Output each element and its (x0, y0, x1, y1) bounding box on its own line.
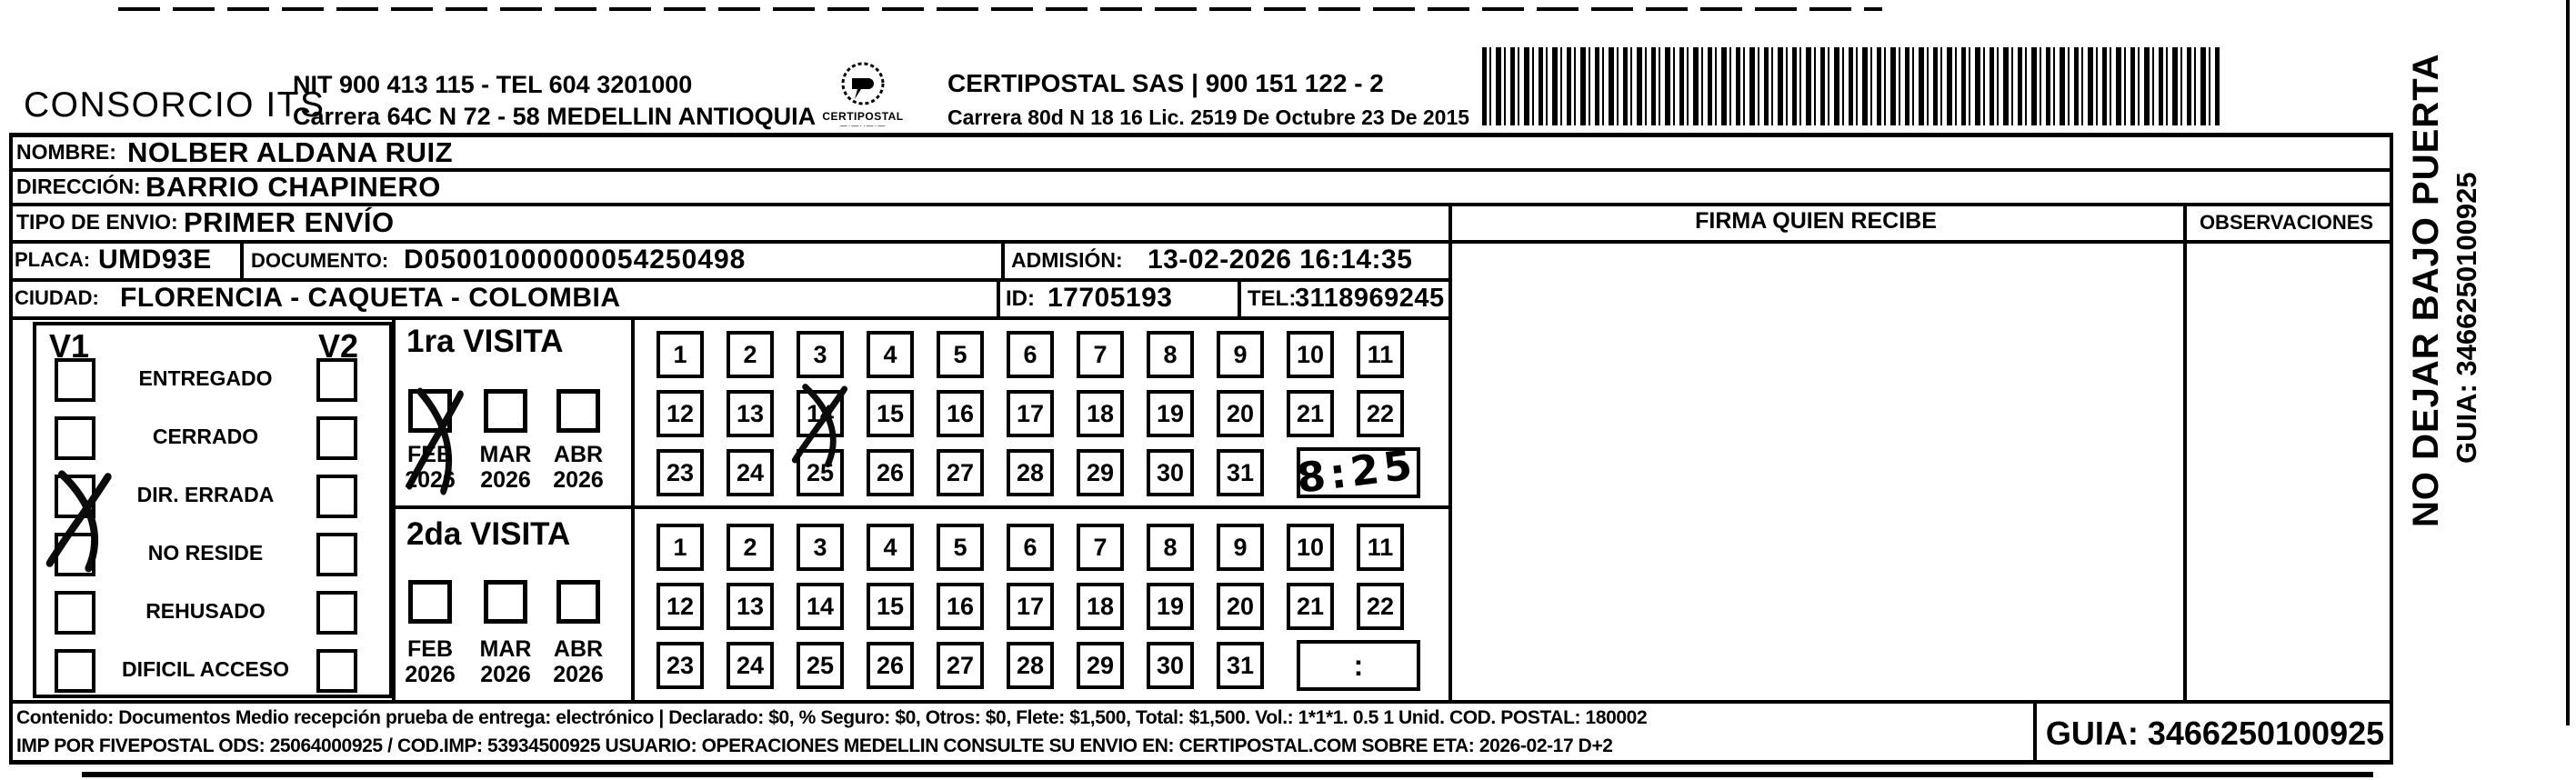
table-line (1448, 203, 1452, 704)
visit-time-box (1297, 640, 1420, 691)
day-cell: 30 (1147, 642, 1194, 689)
day-cell: 12 (657, 583, 704, 630)
day-cell: 16 (937, 583, 984, 630)
time-colon: : (1353, 649, 1364, 682)
day-cell: 26 (867, 449, 914, 496)
day-cell: 7 (1077, 524, 1124, 571)
status-option-label: DIR. ERRADA (136, 483, 275, 506)
day-cell: 12 (657, 390, 704, 437)
certipostal-logo-text: CERTIPOSTAL (822, 110, 904, 123)
day-cell: 6 (1007, 524, 1054, 571)
handwritten-time: 8:25 (1294, 440, 1419, 503)
company-address-line: Carrera 64C N 72 - 58 MEDELLIN ANTIOQUIA (293, 103, 817, 130)
status-option-label: DIFICIL ACCESO (121, 657, 289, 681)
checkbox-v2 (316, 416, 357, 460)
day-cell: 22 (1357, 390, 1404, 437)
id-label: ID: (1006, 286, 1035, 311)
day-cell: 5 (937, 331, 984, 378)
status-option-label: REHUSADO (145, 599, 266, 623)
day-cell: 16 (937, 390, 984, 437)
day-cell: 27 (937, 449, 984, 496)
no-dejar-bajo-puerta-warning: NO DEJAR BAJO PUERTA (2406, 53, 2446, 527)
day-cell: 23 (657, 449, 704, 496)
ciudad-label: CIUDAD: (15, 286, 99, 309)
status-row (36, 591, 389, 635)
day-cell: 26 (867, 642, 914, 689)
company-name: CONSORCIO ITS (24, 85, 326, 125)
day-grid (631, 316, 1448, 700)
month-checkbox-mar (484, 389, 527, 433)
day-cell: 19 (1147, 583, 1194, 630)
day-cell: 24 (727, 449, 774, 496)
status-option-label: CERRADO (152, 425, 259, 448)
checkbox-v2 (316, 649, 357, 693)
day-cell: 29 (1077, 449, 1124, 496)
tipo-envio-value: PRIMER ENVÍO (184, 206, 395, 238)
placa-label: PLACA: (15, 248, 91, 271)
certipostal-logo (818, 60, 907, 130)
month-checkbox-mar (484, 580, 527, 624)
table-line (1001, 240, 1005, 282)
day-cell: 22 (1357, 583, 1404, 630)
status-row (36, 649, 389, 693)
day-cell: 8 (1147, 331, 1194, 378)
day-cell: 10 (1287, 331, 1334, 378)
company-nit-line: NIT 900 413 115 - TEL 604 3201000 (293, 71, 693, 98)
scan-edge-right (2566, 0, 2570, 725)
v1-title: V1 (49, 327, 90, 365)
ciudad-value: FLORENCIA - CAQUETA - COLOMBIA (120, 283, 621, 313)
day-cell: 19 (1147, 390, 1194, 437)
day-cell: 21 (1287, 390, 1334, 437)
checkbox-v2 (316, 475, 357, 518)
day-cell: 20 (1217, 390, 1264, 437)
day-cell: 13 (727, 583, 774, 630)
month-label: ABR (553, 442, 604, 467)
status-row (36, 358, 389, 402)
day-cell: 27 (937, 642, 984, 689)
month-checkbox-abr (556, 389, 600, 433)
day-cell: 30 (1147, 449, 1194, 496)
table-line (9, 240, 2393, 244)
second-visit-title: 2da VISITA (406, 516, 571, 552)
month-checkbox-feb (408, 580, 452, 624)
day-cell: 29 (1077, 642, 1124, 689)
checkbox-v2 (316, 533, 357, 576)
first-visit-title: 1ra VISITA (406, 324, 564, 359)
tel-value: 3118969245 (1295, 284, 1445, 313)
tel-label: TEL: (1248, 286, 1297, 311)
status-row (36, 416, 389, 460)
certipostal-logo-icon (839, 60, 887, 107)
day-cell: 31 (1217, 449, 1264, 496)
side-guia-number: GUIA: 3466250100925 (2451, 172, 2482, 464)
checkbox-v1 (55, 416, 95, 460)
status-option-label: ENTREGADO (138, 366, 273, 390)
day-cell: 5 (937, 524, 984, 571)
day-cell: 23 (657, 642, 704, 689)
month-label: FEB (407, 636, 453, 662)
year-label: 2026 (553, 662, 604, 687)
day-cell: 11 (1357, 524, 1404, 571)
checkbox-v2 (316, 358, 357, 402)
scan-edge-top (118, 7, 1882, 11)
day-cell: 14 (797, 390, 844, 437)
checkbox-v2 (316, 591, 357, 635)
table-line (2183, 203, 2187, 704)
day-cell: 25 (797, 449, 844, 496)
day-cell: 7 (1077, 331, 1124, 378)
checkbox-v1 (55, 591, 95, 635)
table-line (9, 278, 1452, 282)
day-cell: 15 (867, 390, 914, 437)
table-line (2390, 133, 2393, 765)
day-cell: 31 (1217, 642, 1264, 689)
day-cell: 25 (797, 642, 844, 689)
month-label: MAR (479, 636, 532, 662)
checkbox-v1 (55, 533, 95, 576)
certipostal-contact (947, 69, 1469, 130)
day-cell: 21 (1287, 583, 1334, 630)
footer-content-line: Contenido: Documentos Medio recepción prueba de entrega: electrónico | Declarado: $0, % Seguro: $0, Otros: $0, Flete: $1,500, Total: $1,500. Vol.: 1*1*1. 0.5 1 Unid. COD. POSTAL: 180002 (16, 707, 1648, 728)
year-label: 2026 (553, 467, 604, 493)
barcode (1482, 47, 2220, 125)
day-cell: 15 (867, 583, 914, 630)
direccion-label: DIRECCIÓN: (16, 175, 141, 198)
day-cell: 9 (1217, 524, 1264, 571)
month-label: ABR (553, 636, 604, 662)
day-cell: 20 (1217, 583, 1264, 630)
day-cell: 2 (727, 524, 774, 571)
month-checkbox-feb (408, 389, 452, 433)
year-label: 2026 (480, 662, 531, 687)
day-cell: 11 (1357, 331, 1404, 378)
table-line (997, 278, 1000, 320)
day-cell: 10 (1287, 524, 1334, 571)
status-row (36, 475, 389, 518)
day-cell: 8 (1147, 524, 1194, 571)
tipo-envio-label: TIPO DE ENVIO: (16, 210, 178, 234)
month-label: MAR (479, 442, 532, 467)
table-line (240, 240, 244, 282)
documento-label: DOCUMENTO: (251, 249, 389, 272)
admision-label: ADMISIÓN: (1011, 248, 1123, 272)
day-cell: 14 (797, 583, 844, 630)
day-cell: 28 (1007, 449, 1054, 496)
year-label: 2026 (405, 662, 456, 687)
nombre-label: NOMBRE: (16, 140, 116, 164)
certipostal-address-line: Carrera 80d N 18 16 Lic. 2519 De Octubre 23 De 2015 (947, 105, 1470, 129)
scan-edge-bottom (82, 772, 2373, 777)
direccion-value: BARRIO CHAPINERO (145, 171, 441, 203)
checkbox-v1 (55, 649, 95, 693)
day-cell: 18 (1077, 583, 1124, 630)
footer-imp-line: IMP POR FIVEPOSTAL ODS: 25064000925 / COD.IMP: 53934500925 USUARIO: OPERACIONES MEDELLIN CONSULTE SU ENVIO EN: CERTIPOSTAL.COM SOBRE ETA: 2026-02-17 D+2 (16, 735, 1613, 756)
status-panel (33, 322, 393, 698)
nombre-value: NOLBER ALDANA RUIZ (127, 136, 454, 168)
day-cell: 1 (657, 331, 704, 378)
year-label: 2026 (405, 467, 456, 493)
day-cell: 17 (1007, 390, 1054, 437)
month-checkbox-abr (556, 580, 600, 624)
day-cell: 2 (727, 331, 774, 378)
day-cell: 18 (1077, 390, 1124, 437)
day-cell: 28 (1007, 642, 1054, 689)
day-cell: 1 (657, 524, 704, 571)
day-cell: 13 (727, 390, 774, 437)
month-label: FEB (407, 442, 453, 467)
status-row (36, 533, 389, 576)
admision-value: 13-02-2026 16:14:35 (1148, 245, 1413, 275)
observaciones-column-header: OBSERVACIONES (2199, 211, 2374, 234)
firma-column-header: FIRMA QUIEN RECIBE (1695, 208, 1937, 234)
logo-tagline-rule: —·—··—·— (839, 122, 887, 130)
table-line (1238, 278, 1241, 320)
day-cell: 9 (1217, 331, 1264, 378)
table-line (9, 133, 13, 765)
side-rotated-text (2406, 53, 2483, 527)
documento-value: D05001000000054250498 (404, 245, 747, 275)
table-line (2033, 700, 2037, 764)
day-cell: 24 (727, 642, 774, 689)
checkbox-v1 (55, 358, 95, 402)
placa-value: UMD93E (98, 245, 212, 275)
day-cell: 4 (867, 331, 914, 378)
checkbox-v1 (55, 475, 95, 518)
footer-guia-number: GUIA: 3466250100925 (2045, 715, 2385, 752)
day-cell: 3 (797, 331, 844, 378)
status-option-label: NO RESIDE (147, 541, 264, 565)
certipostal-name-line: CERTIPOSTAL SAS | 900 151 122 - 2 (947, 69, 1384, 97)
visit-time-box (1294, 440, 1420, 503)
first-visit-panel (392, 316, 631, 505)
id-value: 17705193 (1047, 283, 1173, 313)
year-label: 2026 (480, 467, 531, 493)
day-cell: 3 (797, 524, 844, 571)
day-cell: 4 (867, 524, 914, 571)
second-visit-panel (392, 505, 631, 700)
day-cell: 6 (1007, 331, 1054, 378)
company-contact (293, 69, 816, 133)
day-cell: 17 (1007, 583, 1054, 630)
v2-title: V2 (318, 327, 359, 365)
